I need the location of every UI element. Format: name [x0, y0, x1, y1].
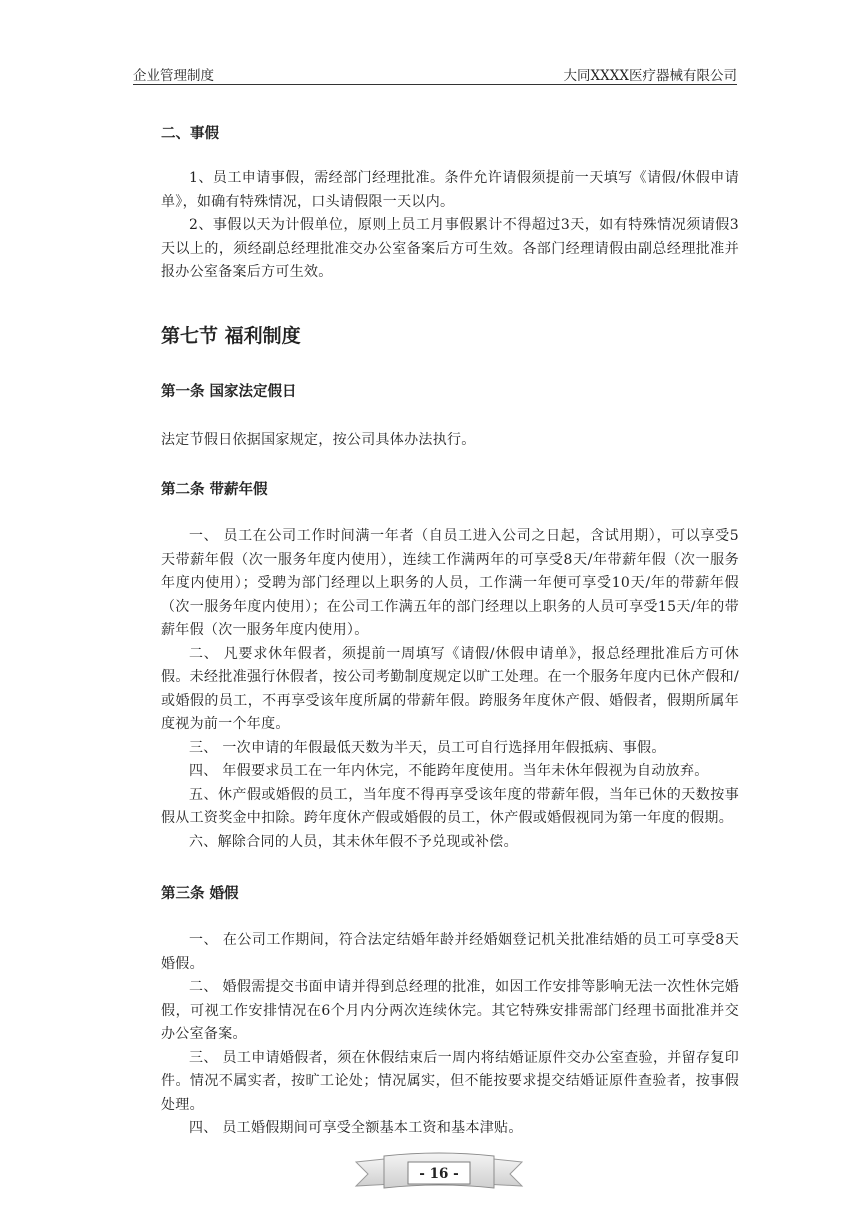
- paragraph: 四、 年假要求员工在一年内休完，不能跨年度使用。当年未休年假视为自动放弃。: [189, 763, 709, 779]
- paragraph: 2、事假以天为计假单位，原则上员工月事假累计不得超过3天，如有特殊情况须请假3天以上的，须经副总经理批准交办公室备案后方可生效。各部门经理请假由副总经理批准并报办公室备案后方可生效。: [161, 217, 739, 280]
- document-body: [161, 100, 739, 1141]
- paragraph: 三、 一次申请的年假最低天数为半天，员工可自行选择用年假抵病、事假。: [189, 739, 666, 756]
- article-heading-annual-leave: 第二条 带薪年假: [161, 481, 268, 498]
- article-heading-holidays: 第一条 国家法定假日: [161, 382, 297, 400]
- paragraph: 二、 凡要求休年假者，须提前一周填写《请假/休假申请单》，报总经理批准后方可休假。未经批准强行休假者，按公司考勤制度规定以旷工处理。在一个服务年度内已休产假和/或婚假的员工，不再享受该年度所属的带薪年假。跨服务年度休产假、婚假者，假期所属年度视为前一个年度。: [161, 645, 739, 732]
- article-heading-marriage-leave: 第三条 婚假: [161, 885, 239, 902]
- paragraph: 一、 员工在公司工作时间满一年者（自员工进入公司之日起，含试用期），可以享受5天带薪年假（次一服务年度内使用），连续工作满两年的可享受8天/年带薪年假（次一服务年度内使用）；受聘为部门经理以上职务的人员，工作满一年便可享受10天/年的带薪年假（次一服务年度内使用）；在公司工作满五年的部门经理以上职务的人员可享受15天/年的带薪年假（次一服务年度内使用）。: [161, 528, 739, 638]
- header-left-title: 企业管理制度: [133, 68, 214, 84]
- paragraph: 三、 员工申请婚假者，须在休假结束后一周内将结婚证原件交办公室查验，并留存复印件。情况不属实者，按旷工论处；情况属实，但不能按要求提交结婚证原件查验者，按事假处理。: [161, 1049, 739, 1113]
- chapter-title-welfare: 第七节 福利制度: [161, 324, 301, 347]
- page-number: - 16 -: [419, 1166, 459, 1182]
- section-heading-personal-leave: 二、事假: [161, 125, 219, 142]
- paragraph: 五、休产假或婚假的员工，当年度不得再享受该年度的带薪年假，当年已休的天数按事假从工资奖金中扣除。跨年度休产假或婚假的员工，休产假或婚假视同为第一年度的假期。: [161, 786, 739, 826]
- header-company-name: 大同XXXX医疗器械有限公司: [563, 68, 737, 84]
- paragraph: 一、 在公司工作期间，符合法定结婚年龄并经婚姻登记机关批准结婚的员工可享受8天婚假。: [161, 932, 739, 972]
- paragraph: 1、员工申请事假，需经部门经理批准。条件允许请假须提前一天填写《请假/休假申请单》，如确有特殊情况，口头请假限一天以内。: [161, 170, 739, 210]
- paragraph: 法定节假日依据国家规定，按公司具体办法执行。: [161, 431, 476, 448]
- paragraph: 六、解除合同的人员，其未休年假不予兑现或补偿。: [189, 833, 518, 850]
- paragraph: 二、 婚假需提交书面申请并得到总经理的批准，如因工作安排等影响无法一次性休完婚假，可视工作安排情况在6个月内分两次连续休完。其它特殊安排需部门经理书面批准并交办公室备案。: [161, 979, 739, 1042]
- page-header: [133, 62, 737, 85]
- page-footer-ribbon: [354, 1152, 524, 1194]
- paragraph: 四、 员工婚假期间可享受全额基本工资和基本津贴。: [189, 1120, 523, 1136]
